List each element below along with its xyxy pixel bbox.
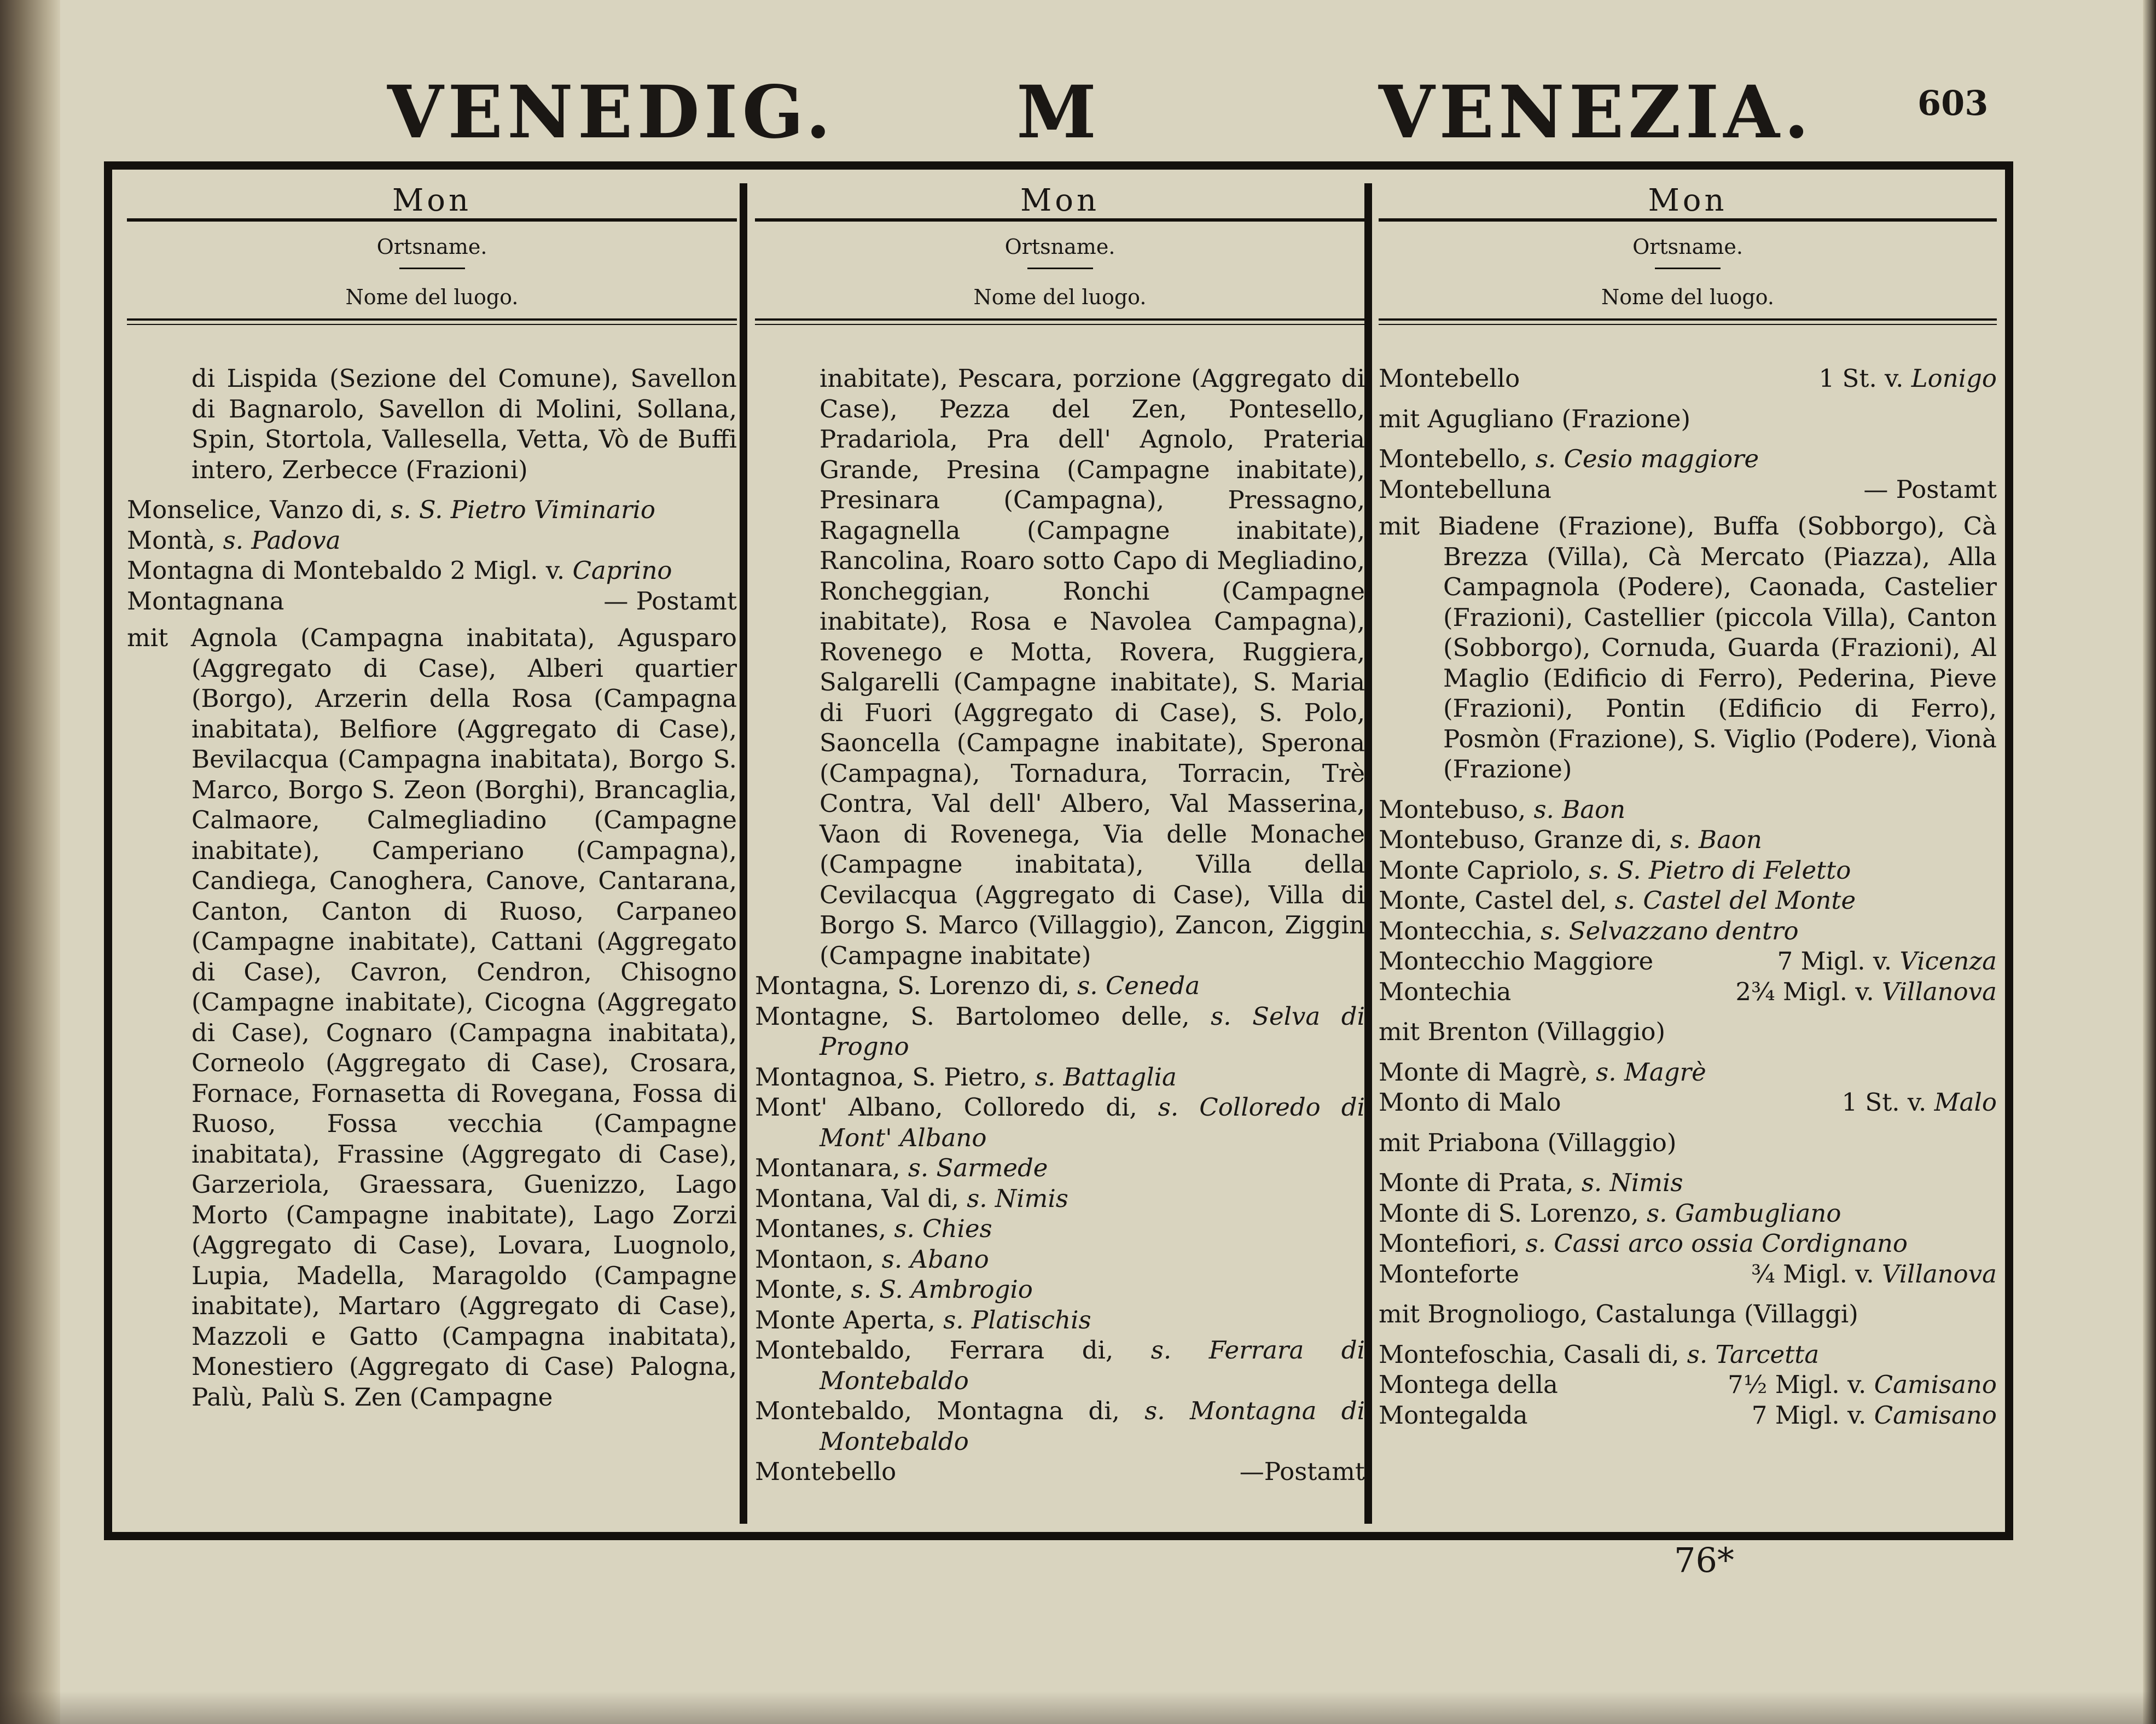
column-separator <box>740 183 747 1524</box>
column-subtitle-it: Nome del luogo. <box>973 285 1147 309</box>
place-name: Monte di S. Lorenzo, <box>1379 1198 1647 1228</box>
reference: s. Ferrara di Montebaldo <box>820 1336 1365 1395</box>
entry <box>1379 1057 1997 1088</box>
entry <box>127 586 737 617</box>
place-name: Montebaldo, Ferrara di, <box>755 1336 1151 1365</box>
place-name: Montana, Val di, <box>755 1183 967 1213</box>
rule <box>399 268 465 269</box>
entry <box>1379 474 1997 505</box>
reference: s. Ceneda <box>1077 971 1200 1000</box>
entry <box>755 1214 1365 1244</box>
place-name: Monto di Malo <box>1379 1088 1561 1117</box>
reference: s. Tarcetta <box>1687 1339 1820 1369</box>
reference: s. Magrè <box>1596 1057 1706 1087</box>
entry-sub: mit Agugliano (Frazione) <box>1379 404 1691 433</box>
place-name: Montebello <box>1379 364 1520 393</box>
distance-town: Camisano <box>1874 1370 1997 1399</box>
rule <box>1379 218 1997 222</box>
entry-text: di Lispida (Sezione del Comune), Savellon di Bagnarolo, Savellon di Molini, Sollana, Spin, Stortola, Vallesella, Vetta, Vò de Buffi intero, Zerbecce (Frazioni) <box>191 364 737 484</box>
place-name: Montagna di Montebaldo 2 Migl. v. <box>127 556 573 585</box>
entry <box>1379 855 1997 886</box>
entry <box>1379 1259 1997 1290</box>
column-subtitle-it: Nome del luogo. <box>345 285 519 309</box>
reference: s. Platischis <box>943 1305 1091 1334</box>
place-name: Monteforte <box>1379 1259 1519 1288</box>
distance-town: Malo <box>1934 1088 1997 1117</box>
reference: s. Battaglia <box>1035 1062 1177 1092</box>
entry <box>755 1244 1365 1275</box>
entry-text: mit Biadene (Frazione), Buffa (Sobborgo), Cà Brezza (Villa), Cà Mercato (Piazza), Alla Campagnola (Podere), Caonada, Castelier (Frazioni), Castellier (piccola Villa), Canton (Sobborgo), Cornuda, Guarda (Frazioni), Al Maglio (Edificio di Ferro), Pederina, Pieve (Frazioni), Pontin (Edificio di Ferro), Posmòn (Frazione), S. Viglio (Podere), Vionà (Frazione) <box>1379 512 1997 783</box>
place-name: Mont' Albano, Colloredo di, <box>755 1093 1158 1122</box>
place-name: Montega della <box>1379 1370 1558 1399</box>
place-name: Montà, <box>127 525 223 555</box>
place-name: Monselice, Vanzo di, <box>127 495 391 524</box>
distance-value: ¾ Migl. v. <box>1751 1259 1882 1288</box>
place-name: Montecchia, <box>1379 916 1541 945</box>
double-rule <box>127 318 737 325</box>
signature-mark: 76* <box>1674 1540 1734 1580</box>
distance <box>1819 363 1997 394</box>
entry <box>755 1396 1365 1456</box>
postamt: — Postamt <box>1863 474 1997 504</box>
reference: s. Colloredo di Mont' Albano <box>820 1093 1365 1152</box>
entry <box>755 1274 1365 1305</box>
entry <box>755 1456 1365 1487</box>
place-name: Montagnoa, S. Pietro, <box>755 1062 1035 1092</box>
rule <box>127 218 737 222</box>
reference: s. Montagna di Montebaldo <box>820 1396 1365 1456</box>
place-name: Montebello <box>755 1457 897 1486</box>
distance-value: 1 St. v. <box>1818 364 1911 393</box>
distance-value: 7½ Migl. v. <box>1728 1370 1874 1399</box>
reference: s. S. Pietro Viminario <box>391 495 655 524</box>
column-title: Mon <box>1020 183 1100 218</box>
entry <box>1379 885 1997 916</box>
entry <box>1379 1400 1997 1431</box>
entry <box>755 971 1365 1001</box>
column-3 <box>1379 183 1997 1524</box>
reference: s. Castel del Monte <box>1614 886 1856 915</box>
reference: s. Sarmede <box>908 1153 1048 1182</box>
place-name: Montebaldo, Montagna di, <box>755 1396 1145 1425</box>
rule <box>755 218 1365 222</box>
reference: s. Cassi arco ossia Cordignano <box>1525 1229 1908 1258</box>
entry <box>755 1001 1365 1062</box>
distance-value: 1 St. v. <box>1841 1088 1934 1117</box>
entry <box>1379 363 1997 394</box>
entry <box>1379 444 1997 474</box>
place-name: Montagnana <box>127 586 284 616</box>
rule <box>1027 268 1093 269</box>
double-rule <box>1379 318 1997 325</box>
column-1 <box>127 183 737 1524</box>
distance <box>1728 1369 1997 1400</box>
distance-town: Villanova <box>1881 977 1997 1006</box>
place-name: Montefiori, <box>1379 1229 1526 1258</box>
place-name: Montefoschia, Casali di, <box>1379 1339 1687 1369</box>
place-name: Montagne, S. Bartolomeo delle, <box>755 1001 1211 1031</box>
distance-value: 7 Migl. v. <box>1751 1400 1874 1430</box>
place-name: Monte, <box>755 1275 851 1304</box>
place-name: Montanes, <box>755 1214 894 1243</box>
double-rule <box>755 318 1365 325</box>
postamt: —Postamt <box>1239 1457 1365 1486</box>
entry <box>127 495 737 525</box>
place-name: Montanara, <box>755 1153 908 1182</box>
column-subtitle-it: Nome del luogo. <box>1601 285 1774 309</box>
column-subtitle-de: Ortsname. <box>376 235 487 259</box>
entry <box>1379 916 1997 947</box>
place-name: Montecchio Maggiore <box>1379 947 1654 976</box>
entry-sub: mit Brognoliogo, Castalunga (Villaggi) <box>1379 1299 1858 1328</box>
entry <box>1379 825 1997 855</box>
column-subtitle-de: Ortsname. <box>1632 235 1743 259</box>
place-name: Monte Aperta, <box>755 1305 944 1334</box>
entry <box>1379 1228 1997 1259</box>
binding-gutter <box>0 0 60 1724</box>
reference: s. Gambugliano <box>1647 1198 1841 1228</box>
place-name: Montebelluna <box>1379 474 1551 504</box>
postamt: — Postamt <box>603 586 737 616</box>
place-name: Montaon, <box>755 1244 882 1274</box>
entry <box>755 1183 1365 1214</box>
page-edge <box>2143 0 2156 1724</box>
place-name: Montebuso, Granze di, <box>1379 825 1671 854</box>
column-body <box>1379 363 1997 1430</box>
reference: s. Baon <box>1670 825 1762 854</box>
place-name: Monte di Magrè, <box>1379 1057 1596 1087</box>
distance-value: 2¾ Migl. v. <box>1735 977 1882 1006</box>
entry <box>755 1153 1365 1183</box>
reference: s. Abano <box>881 1244 989 1274</box>
place-name: Montebello, <box>1379 444 1536 473</box>
reference: s. S. Ambrogio <box>851 1275 1033 1304</box>
entry <box>755 1062 1365 1093</box>
entry <box>1379 1339 1997 1370</box>
reference: s. Nimis <box>967 1183 1068 1213</box>
header-left: VENEDIG. <box>387 70 835 155</box>
distance-town: Camisano <box>1874 1400 1997 1430</box>
entry <box>1379 1198 1997 1229</box>
distance <box>1777 946 1997 977</box>
entry <box>755 1092 1365 1153</box>
distance-town: Vicenza <box>1899 947 1997 976</box>
entry <box>1379 1168 1997 1198</box>
entry <box>1379 1087 1997 1118</box>
entry <box>1379 946 1997 977</box>
reference: s. Cesio maggiore <box>1535 444 1759 473</box>
reference: s. Selvazzano dentro <box>1541 916 1799 945</box>
entry-sub: mit Brenton (Villaggio) <box>1379 1017 1666 1046</box>
page-number: 603 <box>1917 83 1989 123</box>
place-name: Monte di Prata, <box>1379 1168 1582 1197</box>
header-center: M <box>1016 70 1101 155</box>
column-2 <box>755 183 1365 1524</box>
place-name: Monte, Castel del, <box>1379 886 1615 915</box>
entry <box>127 525 737 556</box>
place-name: Montagna, S. Lorenzo di, <box>755 971 1078 1000</box>
reference: s. Nimis <box>1581 1168 1683 1197</box>
place-name: Montegalda <box>1379 1400 1528 1430</box>
column-body <box>127 363 737 1412</box>
reference: s. Padova <box>223 525 341 555</box>
distance <box>1735 977 1997 1007</box>
column-subtitle-de: Ortsname. <box>1004 235 1115 259</box>
header-right: VENEZIA. <box>1379 70 1814 155</box>
page-shadow <box>0 1691 2156 1724</box>
entry <box>127 555 737 586</box>
reference: s. Baon <box>1533 794 1626 824</box>
place-name: Monte Capriolo, <box>1379 855 1589 885</box>
reference: Caprino <box>572 556 672 585</box>
reference: s. S. Pietro di Feletto <box>1589 855 1851 885</box>
entry <box>1379 1369 1997 1400</box>
distance <box>1752 1400 1997 1431</box>
entry <box>1379 794 1997 825</box>
rule <box>1655 268 1721 269</box>
distance-town: Lonigo <box>1911 364 1997 393</box>
distance-town: Villanova <box>1881 1259 1997 1288</box>
distance <box>1841 1087 1997 1118</box>
column-separator <box>1364 183 1372 1524</box>
place-name: Montebuso, <box>1379 794 1534 824</box>
entry <box>755 1305 1365 1336</box>
distance-value: 7 Migl. v. <box>1777 947 1900 976</box>
entry <box>1379 977 1997 1007</box>
place-name: Montechia <box>1379 977 1512 1006</box>
reference: s. Selva di Progno <box>820 1001 1365 1061</box>
entry-text: mit Agnola (Campagna inabitata), Agusparo (Aggregato di Case), Alberi quartier (Borgo), Arzerin della Rosa (Campagna inabitata), Belfiore (Aggregato di Case), Bevilacqua (Campagna inabitata), Borgo S. Marco, Borgo S. Zeon (Borghi), Brancaglia, Calmaore, Calmegliadino (Campagne inabitate), Camperiano (Campagna), Candiega, Canoghera, Canove, Cantarana, Canton, Canton di Ruoso, Carpaneo (Campagne inabitate), Cattani (Aggregato di Case), Cavron, Cendron, Chisogno (Campagne inabitate), Cicogna (Aggregato di Case), Cognaro (Campagna inabitata), Corneolo (Aggregato di Case), Crosara, Fornace, Fornasetta di Rovegana, Fossa di Ruoso, Fossa vecchia (Campagne inabitata), Frassine (Aggregato di Case), Garzeriola, Graessara, Guenizzo, Lago Morto (Campagne inabitate), Lago Zorzi (Aggregato di Case), Lovara, Luognolo, Lupia, Madella, Maragoldo (Campagne inabitate), Martaro (Aggregato di Case), Mazzoli e Gatto (Campagna inabitata), Monestiero (Aggregato di Case) Palogna, Palù, Palù S. Zen (Campagne <box>127 623 737 1412</box>
column-body <box>755 363 1365 1487</box>
entry <box>755 1335 1365 1396</box>
entry-text: inabitate), Pescara, porzione (Aggregato di Case), Pezza del Zen, Pontesello, Pradariola, Pra dell' Agnolo, Prateria Grande, Presina (Campagne inabitate), Presinara (Campagna), Pressagno, Ragagnella (Campagne inabitate), Rancolina, Roaro sotto Capo di Megliadino, Roncheggian, Ronchi (Campagne inabitate), Rosa e Navolea Campagna), Rovenego e Motta, Rovera, Ruggiera, Salgarelli (Campagne inabitate), S. Maria di Fuori (Aggregato di Case), S. Polo, Saoncella (Campagne inabitate), Sperona (Campagna), Tornadura, Torracin, Trè Contra, Val dell' Albero, Val Masserina, Vaon di Rovenega, Via delle Monache (Campagne inabitata), Villa della Cevilacqua (Aggregato di Case), Villa di Borgo S. Marco (Villaggio), Zancon, Ziggin (Campagne inabitate) <box>820 364 1365 970</box>
distance <box>1751 1259 1997 1290</box>
reference: s. Chies <box>894 1214 992 1243</box>
entry-sub: mit Priabona (Villaggio) <box>1379 1128 1677 1157</box>
column-title: Mon <box>392 183 472 218</box>
column-title: Mon <box>1648 183 1728 218</box>
